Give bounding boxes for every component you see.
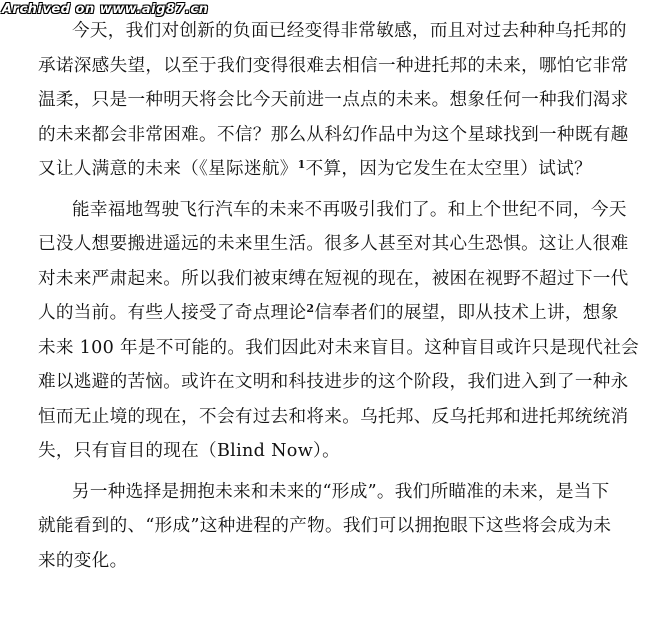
line-text: 已没人想要搬进遥远的未来里生活。很多人甚至对其心生恐惧。这让人很难 [38, 234, 629, 254]
line-text: 又让人满意的未来（《星际迷航》 [38, 159, 298, 179]
line-text: 对未来严肃起来。所以我们被束缚在短视的现在，被困在视野不超过下一代 [38, 268, 629, 289]
text-line [38, 193, 638, 228]
text-line [38, 262, 638, 297]
line-text: 承诺深感失望，以至于我们变得很难去相信一种进托邦的未来，哪怕它非常 [38, 55, 629, 76]
text-line [38, 331, 638, 366]
line-text: 的未来都会非常困难。不信？那么从科幻作品中为这个星球找到一种既有趣 [38, 124, 629, 145]
text-line [38, 14, 638, 49]
paragraph-2 [38, 193, 638, 469]
line-text: 恒而无止境的现在，不会有过去和将来。乌托邦、反乌托邦和进托邦统统消 [38, 406, 629, 427]
footnote-marker[interactable]: 1 [297, 158, 306, 171]
line-text: 就能看到的、“形成”这种进程的产物。我们可以拥抱眼下这些将会成为未 [38, 516, 612, 536]
text-line [38, 509, 638, 544]
text-line [38, 83, 638, 118]
text-line [38, 544, 638, 579]
text-line [38, 365, 638, 400]
paragraph-1 [38, 14, 638, 187]
paragraph-3 [38, 475, 638, 579]
line-text: 能幸福地驾驶飞行汽车的未来不再吸引我们了。和上个世纪不同，今天 [72, 199, 627, 220]
line-text: 信奉者们的展望，即从技术上讲，想象 [314, 303, 619, 323]
watermark: Archived on www.aig87.cn [2, 2, 209, 17]
text-line [38, 434, 638, 469]
line-text: 难以逃避的苦恼。或许在文明和科技进步的这个阶段，我们进入到了一种永 [38, 372, 629, 392]
text-line [38, 296, 638, 331]
line-text: 温柔，只是一种明天将会比今天前进一点点的未来。想象任何一种我们渴求 [38, 90, 629, 110]
text-line [38, 118, 638, 153]
line-text: 失，只有盲目的现在（Blind Now）。 [38, 441, 341, 461]
text-line [38, 152, 638, 187]
text-line [38, 400, 638, 435]
footnote-marker[interactable]: 2 [306, 302, 315, 315]
text-line [38, 227, 638, 262]
line-text: 另一种选择是拥抱未来和未来的“形成”。我们所瞄准的未来，是当下 [72, 481, 610, 502]
line-text: 来的变化。 [38, 550, 128, 571]
line-text: 未来 100 年是不可能的。我们因此对未来盲目。这种盲目或许只是现代社会 [38, 337, 639, 358]
text-line [38, 475, 638, 510]
line-text: 不算，因为它发生在太空里）试试？ [305, 159, 592, 179]
line-text: 今天，我们对创新的负面已经变得非常敏感，而且对过去种种乌托邦的 [72, 21, 627, 41]
line-text: 人的当前。有些人接受了奇点理论 [38, 303, 307, 323]
book-page [38, 14, 638, 578]
text-line [38, 49, 638, 84]
